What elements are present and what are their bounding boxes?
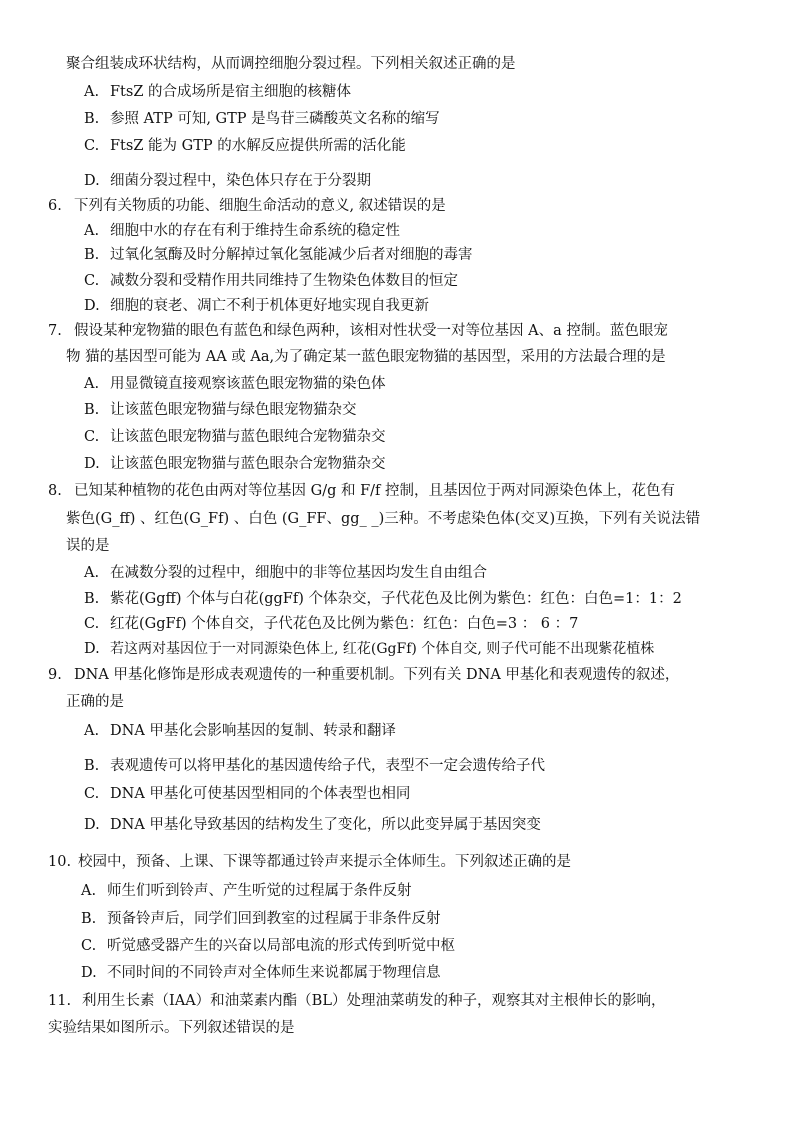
q6-option-d: D. 细胞的衰老、凋亡不利于机体更好地实现自我更新: [84, 298, 429, 314]
q8-stem: 8. 已知某种植物的花色由两对等位基因 G/g 和 F/f 控制，且基因位于两对同源染色体上，花色有: [48, 483, 675, 499]
q11-stem-line2: 实验结果如图所示。下列叙述错误的是: [48, 1020, 295, 1036]
q7-option-c: C. 让该蓝色眼宠物猫与蓝色眼纯合宠物猫杂交: [84, 429, 386, 445]
q9-stem: 9. DNA 甲基化修饰是形成表观遗传的一种重要机制。下列有关 DNA 甲基化和表观遗传的叙述，: [48, 667, 680, 683]
q11-stem: 11. 利用生长素（IAA）和油菜素内酯（BL）处理油菜萌发的种子，观察其对主根伸长的影响，: [48, 993, 666, 1009]
q9-option-d: D. DNA 甲基化导致基因的结构发生了变化，所以此变异属于基因突变: [84, 817, 541, 833]
q5-option-a: A. FtsZ 的合成场所是宿主细胞的核糖体: [84, 84, 352, 100]
q5-stem-continuation: 聚合组装成环状结构，从而调控细胞分裂过程。下列相关叙述正确的是: [66, 56, 516, 72]
q8-option-d: D. 若这两对基因位于一对同源染色体上, 红花(GgFf) 个体自交, 则子代可能不出现紫花植株: [84, 641, 655, 657]
q5-option-d: D. 细菌分裂过程中，染色体只存在于分裂期: [84, 173, 371, 189]
q10-option-b: B. 预备铃声后，同学们回到教室的过程属于非条件反射: [81, 911, 441, 927]
q8-option-a: A. 在减数分裂的过程中，细胞中的非等位基因均发生自由组合: [84, 565, 487, 581]
q7-stem: 7. 假设某种宠物猫的眼色有蓝色和绿色两种，该相对性状受一对等位基因 A、a 控制。蓝色眼宠: [48, 323, 668, 339]
q7-stem-line2: 物 猫的基因型可能为 AA 或 Aa,为了确定某一蓝色眼宠物猫的基因型，采用的方法最合理的是: [66, 349, 666, 365]
q7-option-a: A. 用显微镜直接观察该蓝色眼宠物猫的染色体: [84, 376, 386, 392]
q9-stem-line2: 正确的是: [66, 694, 124, 710]
q9-option-b: B. 表观遗传可以将甲基化的基因遗传给子代，表型不一定会遗传给子代: [84, 758, 545, 774]
q9-option-a: A. DNA 甲基化会影响基因的复制、转录和翻译: [84, 723, 396, 739]
q6-option-b: B. 过氧化氢酶及时分解掉过氧化氢能减少后者对细胞的毒害: [84, 247, 473, 263]
q5-option-b: B. 参照 ATP 可知, GTP 是鸟苷三磷酸英文名称的缩写: [84, 111, 440, 127]
q10-option-c: C. 听觉感受器产生的兴奋以局部电流的形式传到听觉中枢: [81, 938, 455, 954]
q10-stem: 10. 校园中，预备、上课、下课等都通过铃声来提示全体师生。下列叙述正确的是: [48, 854, 571, 870]
q7-option-b: B. 让该蓝色眼宠物猫与绿色眼宠物猫杂交: [84, 402, 357, 418]
q10-option-a: A. 师生们听到铃声、产生听觉的过程属于条件反射: [81, 883, 412, 899]
q8-option-c: C. 红花(GgFf) 个体自交，子代花色及比例为紫色：红色：白色=3 ： 6 ：7: [84, 616, 579, 632]
q5-option-c: C. FtsZ 能为 GTP 的水解反应提供所需的活化能: [84, 138, 406, 154]
q10-option-d: D. 不同时间的不同铃声对全体师生来说都属于物理信息: [81, 965, 441, 981]
q7-option-d: D. 让该蓝色眼宠物猫与蓝色眼杂合宠物猫杂交: [84, 456, 386, 472]
q8-option-b: B. 紫花(Ggff) 个体与白花(ggFf) 个体杂交，子代花色及比例为紫色：红色：白色=1：1：2: [84, 591, 682, 607]
q6-stem: 6. 下列有关物质的功能、细胞生命活动的意义, 叙述错误的是: [48, 198, 446, 214]
q9-option-c: C. DNA 甲基化可使基因型相同的个体表型也相同: [84, 786, 411, 802]
q8-stem-line2: 紫色(G_ff) 、红色(G_Ff) 、白色 (G_FF、gg_ _)三种。不考虑染色体(交叉)互换，下列有关说法错: [66, 511, 701, 527]
q8-stem-line3: 误的是: [66, 538, 110, 554]
q6-option-c: C. 减数分裂和受精作用共同维持了生物染色体数目的恒定: [84, 273, 458, 289]
q6-option-a: A. 细胞中水的存在有利于维持生命系统的稳定性: [84, 223, 400, 239]
